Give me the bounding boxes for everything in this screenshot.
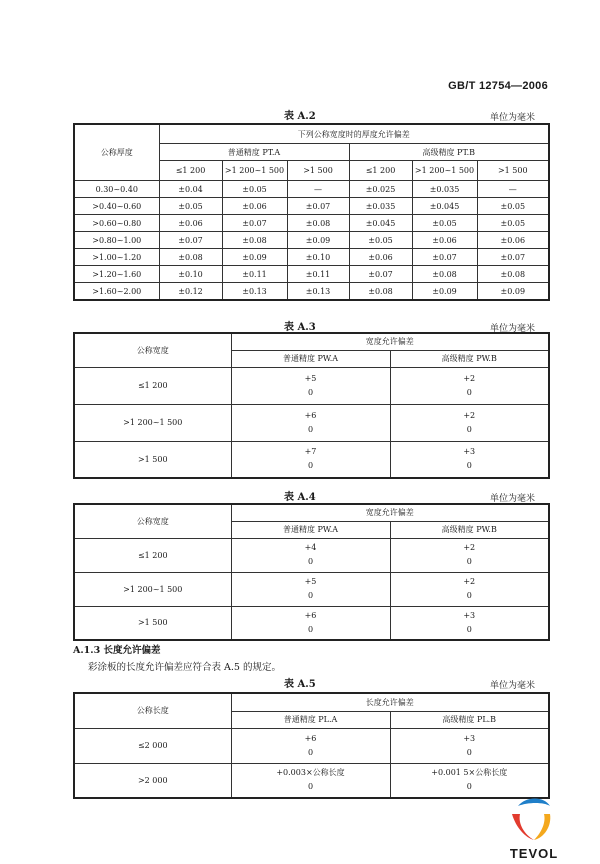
cell-value: 0 <box>307 461 314 471</box>
table-a2-width-header: >1 200~1 500 <box>222 161 287 181</box>
cell-value: +6 <box>304 733 317 743</box>
table-cell: ±0.13 <box>222 283 287 301</box>
table-cell: ±0.05 <box>159 198 222 215</box>
cell-value: 0 <box>466 461 472 471</box>
row-label: ≤2 000 <box>74 728 231 763</box>
table-a4-group-header: 宽度允许偏差 <box>231 504 549 521</box>
table-cell <box>231 538 390 572</box>
table-a2 <box>73 123 550 301</box>
table-cell: ±0.06 <box>412 232 477 249</box>
row-label: >1 500 <box>74 441 231 478</box>
table-a2-row-header: 公称厚度 <box>74 124 159 181</box>
table-cell <box>390 441 549 478</box>
cell-value: 0 <box>307 387 314 397</box>
row-label: >0.60~0.80 <box>74 215 159 232</box>
table-cell: ±0.13 <box>287 283 349 301</box>
table-a3-col-a-header: 普通精度 PW.A <box>231 350 390 367</box>
table-cell: ±0.08 <box>287 215 349 232</box>
table-cell: ±0.045 <box>349 215 412 232</box>
cell-value: +7 <box>304 447 317 457</box>
row-label: >1 500 <box>74 606 231 640</box>
table-row <box>74 367 549 404</box>
table-cell: ±0.08 <box>159 249 222 266</box>
row-label: >1.20~1.60 <box>74 266 159 283</box>
table-cell: ±0.10 <box>159 266 222 283</box>
cell-value: +0.003×公称长度 <box>276 768 345 778</box>
table-cell: ±0.05 <box>349 232 412 249</box>
table-cell: ±0.035 <box>412 181 477 198</box>
row-label: >1.00~1.20 <box>74 249 159 266</box>
table-cell: ±0.07 <box>287 198 349 215</box>
table-cell <box>390 538 549 572</box>
table-cell: ±0.06 <box>159 215 222 232</box>
table-cell: ±0.06 <box>477 232 549 249</box>
cell-value: 0 <box>307 424 314 434</box>
table-a2-width-header: ≤1 200 <box>349 161 412 181</box>
row-label: >1 200~1 500 <box>74 572 231 606</box>
table-row <box>74 232 549 249</box>
table-cell <box>390 763 549 798</box>
table-cell <box>231 606 390 640</box>
table-cell: ±0.12 <box>159 283 222 301</box>
table-a2-pt-a-header: 普通精度 PT.A <box>159 144 349 161</box>
table-a2-width-header: >1 200~1 500 <box>412 161 477 181</box>
cell-value: +5 <box>304 577 317 586</box>
table-cell: ±0.08 <box>477 266 549 283</box>
table-cell: ±0.10 <box>287 249 349 266</box>
cell-value: 0 <box>466 624 472 634</box>
table-cell <box>231 763 390 798</box>
table-cell: ±0.07 <box>349 266 412 283</box>
table-row <box>74 763 549 798</box>
row-label: >1 200~1 500 <box>74 404 231 441</box>
table-row <box>74 249 549 266</box>
table-cell: ±0.09 <box>412 283 477 301</box>
table-row <box>74 404 549 441</box>
table-cell <box>231 367 390 404</box>
cell-value: 0 <box>466 387 472 397</box>
table-a2-title: 表 A.2 <box>284 111 316 122</box>
table-cell: — <box>287 181 349 198</box>
table-cell: ±0.07 <box>477 249 549 266</box>
table-a2-pt-b-header: 高级精度 PT.B <box>349 144 549 161</box>
table-cell: ±0.11 <box>222 266 287 283</box>
cell-value: +2 <box>463 577 476 586</box>
cell-value: +3 <box>463 447 476 457</box>
table-a4 <box>73 503 550 641</box>
standard-number: GB/T 12754—2006 <box>448 80 548 92</box>
cell-value: +3 <box>463 610 476 620</box>
cell-value: +2 <box>463 373 476 383</box>
cell-value: 0 <box>307 782 314 792</box>
table-cell <box>231 441 390 478</box>
table-cell <box>390 606 549 640</box>
table-cell: ±0.08 <box>349 283 412 301</box>
table-cell: ±0.06 <box>349 249 412 266</box>
cell-value: 0 <box>466 557 472 566</box>
table-a3-col-b-header: 高级精度 PW.B <box>390 350 549 367</box>
table-a2-width-header: >1 500 <box>287 161 349 181</box>
table-row <box>74 283 549 301</box>
row-label: ≤1 200 <box>74 538 231 572</box>
table-cell: ±0.045 <box>412 198 477 215</box>
cell-value: 0 <box>307 591 314 600</box>
row-label: ≤1 200 <box>74 367 231 404</box>
table-a4-row-header: 公称宽度 <box>74 504 231 538</box>
table-cell: ±0.06 <box>222 198 287 215</box>
cell-value: +5 <box>304 373 317 383</box>
table-a4-col-b-header: 高级精度 PW.B <box>390 521 549 538</box>
table-row <box>74 728 549 763</box>
table-cell: ±0.08 <box>222 232 287 249</box>
table-row <box>74 572 549 606</box>
cell-value: 0 <box>466 591 472 600</box>
table-cell <box>390 404 549 441</box>
table-cell <box>390 572 549 606</box>
table-cell: ±0.07 <box>222 215 287 232</box>
tevol-logo-mark <box>504 798 564 846</box>
cell-value: 0 <box>307 747 314 757</box>
table-a5-col-a-header: 普通精度 PL.A <box>231 711 390 728</box>
table-a3-title: 表 A.3 <box>284 322 316 333</box>
table-a5-group-header: 长度允许偏差 <box>231 693 549 711</box>
table-cell <box>231 404 390 441</box>
table-cell <box>390 728 549 763</box>
table-cell: ±0.09 <box>222 249 287 266</box>
table-row <box>74 538 549 572</box>
row-label: >2 000 <box>74 763 231 798</box>
table-cell <box>231 572 390 606</box>
table-cell: ±0.09 <box>477 283 549 301</box>
cell-value: 0 <box>466 782 472 792</box>
cell-value: +6 <box>304 610 317 620</box>
table-cell: ±0.025 <box>349 181 412 198</box>
cell-value: +2 <box>463 410 476 420</box>
table-a5 <box>73 692 550 799</box>
table-cell: ±0.07 <box>159 232 222 249</box>
table-cell: ±0.035 <box>349 198 412 215</box>
table-a5-col-b-header: 高级精度 PL.B <box>390 711 549 728</box>
table-cell: ±0.05 <box>477 215 549 232</box>
tevol-logo <box>504 798 564 861</box>
table-cell: ±0.05 <box>477 198 549 215</box>
table-a5-title: 表 A.5 <box>284 679 316 690</box>
table-a3 <box>73 332 550 479</box>
table-a5-row-header: 公称长度 <box>74 693 231 728</box>
table-row <box>74 198 549 215</box>
table-a2-group-header: 下列公称宽度时的厚度允许偏差 <box>159 124 549 144</box>
table-a5-unit: 单位为毫米 <box>490 681 536 691</box>
row-label: >1.60~2.00 <box>74 283 159 301</box>
table-row <box>74 181 549 198</box>
table-a3-unit: 单位为毫米 <box>490 324 536 334</box>
table-cell: ±0.05 <box>412 215 477 232</box>
table-a4-title: 表 A.4 <box>284 492 316 503</box>
table-cell <box>390 367 549 404</box>
table-row <box>74 266 549 283</box>
row-label: >0.80~1.00 <box>74 232 159 249</box>
table-cell <box>231 728 390 763</box>
table-a3-row-header: 公称宽度 <box>74 333 231 367</box>
table-a2-unit: 单位为毫米 <box>490 113 536 123</box>
table-cell: — <box>477 181 549 198</box>
table-a4-unit: 单位为毫米 <box>490 494 536 504</box>
tevol-logo-text: TEVOL <box>509 846 559 861</box>
table-cell: ±0.11 <box>287 266 349 283</box>
cell-value: 0 <box>466 747 472 757</box>
cell-value: 0 <box>466 424 472 434</box>
cell-value: 0 <box>307 557 314 566</box>
table-cell: ±0.07 <box>412 249 477 266</box>
cell-value: +4 <box>304 543 317 552</box>
table-row <box>74 215 549 232</box>
cell-value: 0 <box>307 624 314 634</box>
cell-value: +2 <box>463 543 476 552</box>
table-a2-width-header: ≤1 200 <box>159 161 222 181</box>
section-text: 彩涂板的长度允许偏差应符合表 A.5 的规定。 <box>88 662 281 673</box>
table-row <box>74 441 549 478</box>
table-cell: ±0.08 <box>412 266 477 283</box>
table-cell: ±0.04 <box>159 181 222 198</box>
table-a2-width-header: >1 500 <box>477 161 549 181</box>
row-label: 0.30~0.40 <box>74 181 159 198</box>
section-heading: A.1.3 长度允许偏差 <box>73 645 161 656</box>
table-cell: ±0.05 <box>222 181 287 198</box>
table-a4-col-a-header: 普通精度 PW.A <box>231 521 390 538</box>
cell-value: +0.001 5×公称长度 <box>431 768 508 778</box>
table-row <box>74 606 549 640</box>
cell-value: +6 <box>304 410 317 420</box>
table-a3-group-header: 宽度允许偏差 <box>231 333 549 350</box>
cell-value: +3 <box>463 733 476 743</box>
table-cell: ±0.09 <box>287 232 349 249</box>
row-label: >0.40~0.60 <box>74 198 159 215</box>
